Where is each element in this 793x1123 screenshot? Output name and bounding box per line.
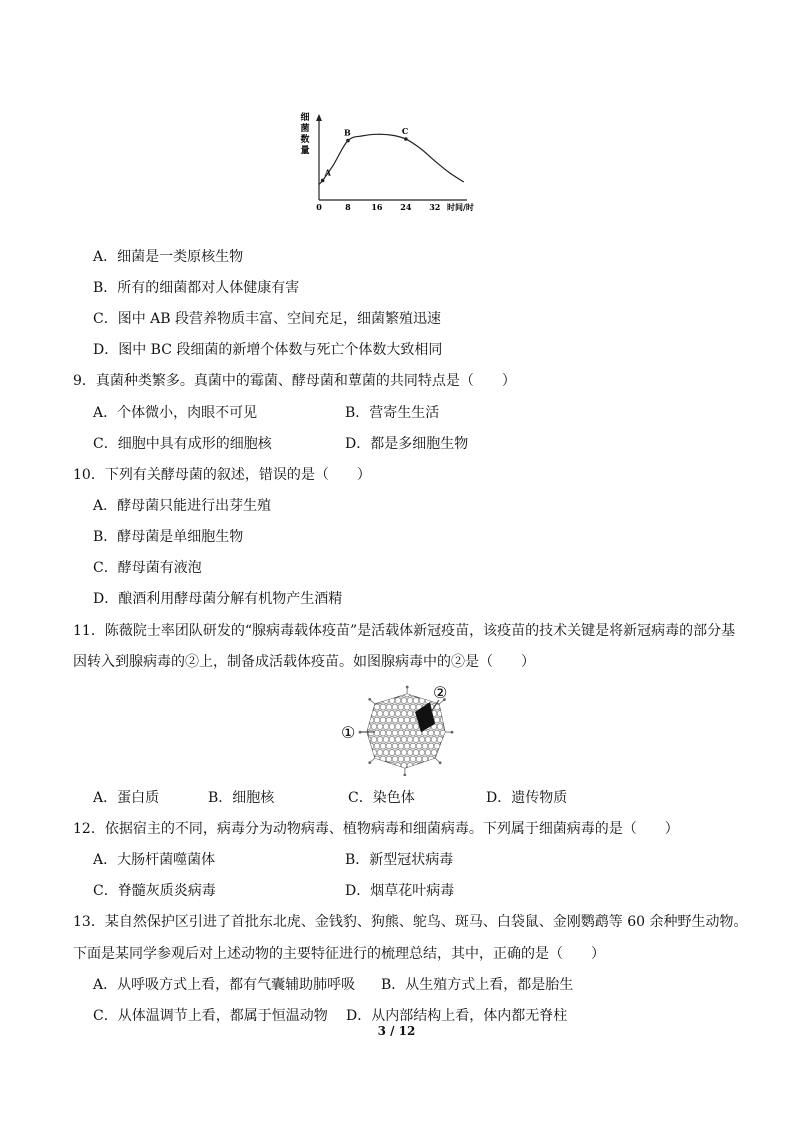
q11-stem-line1: 11．陈薇院士率团队研发的“腺病毒载体疫苗”是活载体新冠疫苗，该疫苗的技术关键是将新冠病毒的部分基 [73,623,736,639]
capsomere [443,737,449,743]
capsomere [413,737,419,743]
capsomere [380,691,386,697]
q12-option-a: A．大肠杆菌噬菌体 [93,852,216,868]
fiber-knob [368,761,371,764]
capsomere [407,724,413,730]
capsomere [362,717,368,723]
x-tick-label: 24 [400,202,412,212]
x-tick-label: 16 [371,202,383,212]
capsomere [386,730,392,736]
capsomere [437,737,443,743]
capsomere [386,743,392,749]
capsomere [389,750,395,756]
q8-option-b: B．所有的细菌都对人体健康有害 [93,280,300,296]
capsomere [362,704,368,710]
fiber-knob [368,698,371,701]
capsomere [377,750,383,756]
capsomere [431,763,437,769]
y-label-char: 细 [300,113,310,123]
capsomere [395,724,401,730]
capsomere [377,711,383,717]
curve-point-label: C [401,126,409,137]
q8-option-c: C．图中 AB 段营养物质丰富、空间充足，细菌繁殖迅速 [93,311,442,327]
capsomere [392,704,398,710]
capsomere [434,756,440,762]
q13-option-a: A．从呼吸方式上看，都有气囊辅助肺呼吸 [93,977,356,993]
capsomere [392,730,398,736]
capsomere [365,737,371,743]
curve-point-C [404,137,408,141]
capsomere [362,756,368,762]
capsomere [389,724,395,730]
q11-stem-line2: 因转入到腺病毒的②上，制备成活载体疫苗。如图腺病毒中的②是（ ） [73,654,535,670]
capsomere [398,704,404,710]
capsomere [395,750,401,756]
y-axis-label [300,111,309,156]
capsomere [410,756,416,762]
capsomere [401,724,407,730]
capsomere [401,737,407,743]
fiber-knob [439,761,442,764]
capsomere [383,737,389,743]
capsomere [419,750,425,756]
capsomere [416,691,422,697]
capsomere [404,717,410,723]
y-axis-arrow [316,114,322,121]
fiber-knob [403,774,406,776]
y-label-char: 量 [300,146,310,156]
capsomere [392,743,398,749]
capsomere [398,756,404,762]
capsomere [365,711,371,717]
q10-option-b: B．酵母菌是单细胞生物 [93,529,244,545]
capsomere [374,730,380,736]
capsomere [386,717,392,723]
q11-option-a: A．蛋白质 [93,790,160,806]
capsomere [377,737,383,743]
capsomere [383,763,389,769]
capsomere [404,730,410,736]
capsomere [383,750,389,756]
capsomere [389,711,395,717]
curve-point-label: B [343,127,351,138]
curve-point-A [321,179,325,183]
q13-stem-line2: 下面是某同学参观后对上述动物的主要特征进行的梳理总结，其中，正确的是（ ） [73,946,605,962]
x-tick-labels [316,202,440,212]
q10-option-d: D．酿酒利用酵母菌分解有机物产生酒精 [93,591,343,607]
y-label-char: 数 [300,135,310,145]
curve-point-B [346,139,350,143]
capsomere [425,737,431,743]
capsomere [404,704,410,710]
y-label-char: 菌 [300,124,310,134]
capsomere [374,743,380,749]
capsomere [413,698,419,704]
label-1: ① [341,723,356,742]
capsomere [371,737,377,743]
capsomere [416,743,422,749]
capsomere [440,756,446,762]
q10-stem: 10．下列有关酵母菌的叙述，错误的是（ ） [73,467,371,483]
capsomere [395,711,401,717]
bacteria-growth-chart [295,104,495,226]
q10-option-c: C．酵母菌有液泡 [93,560,202,576]
q9-option-a: A．个体微小，肉眼不可见 [93,405,258,421]
capsomere [368,704,374,710]
q12-option-c: C．脊髓灰质炎病毒 [93,883,216,899]
capsomere [407,750,413,756]
q10-option-a: A．酵母菌只能进行出芽生殖 [93,498,272,514]
capsomere [431,737,437,743]
capsomere [425,763,431,769]
capsomere [419,737,425,743]
capsomere [404,756,410,762]
capsomere [386,756,392,762]
q8-option-a: A．细菌是一类原核生物 [93,249,244,265]
capsomere [395,698,401,704]
capsomere [401,711,407,717]
capsomere [380,717,386,723]
capsomere [377,724,383,730]
capsomere [401,763,407,769]
capsomere [365,724,371,730]
chart-axes [316,114,467,200]
capsomere [434,717,440,723]
capsomere [374,717,380,723]
capsomere [377,763,383,769]
capsomere [371,763,377,769]
capsomere [368,691,374,697]
capsomere [401,750,407,756]
capsomere [380,704,386,710]
capsomere [362,691,368,697]
x-axis-label: 时间/时 [447,202,474,212]
capsomere [395,737,401,743]
curve-points [321,126,408,182]
capsomere [362,743,368,749]
capsomere [422,743,428,749]
capsomere [386,691,392,697]
capsomere [371,750,377,756]
capsomere [392,756,398,762]
capsomere [422,691,428,697]
capsomere [398,730,404,736]
capsomere [371,698,377,704]
q12-option-d: D．烟草花叶病毒 [345,883,455,899]
q9-stem: 9．真菌种类繁多。真菌中的霉菌、酵母菌和蕈菌的共同特点是（ ） [73,373,516,389]
fiber-knob [451,731,454,734]
capsomere [434,730,440,736]
capsomere [365,750,371,756]
q12-option-b: B．新型冠状病毒 [345,852,454,868]
capsomere [407,711,413,717]
capsomere [428,730,434,736]
capsomere [422,730,428,736]
q11-option-c: C．染色体 [348,790,415,806]
capsomere [425,750,431,756]
capsomere [377,698,383,704]
q9-option-c: C．细胞中具有成形的细胞核 [93,436,272,452]
capsomere [371,724,377,730]
page-number: 3 / 12 [377,1024,416,1038]
q13-option-d: D．从内部结构上看，体内都无脊柱 [346,1008,568,1024]
capsomere [413,750,419,756]
capsomere [398,743,404,749]
q11-option-b: B．细胞核 [208,790,275,806]
q11-option-d: D．遗传物质 [486,790,568,806]
capsomere [374,704,380,710]
capsomere [374,691,380,697]
x-tick-label: 8 [345,202,351,212]
q13-stem-line1: 13．某自然保护区引进了首批东北虎、金钱豹、狗熊、鸵鸟、斑马、白袋鼠、金刚鹦鹉等 60 余种野生动物。 [73,914,748,930]
capsomere [443,750,449,756]
curve-point-label: A [324,167,331,178]
q13-option-c: C．从体温调节上看，都属于恒温动物 [93,1008,328,1024]
capsomere [443,763,449,769]
capsomere [440,743,446,749]
capsomere [398,717,404,723]
q13-option-b: B．从生殖方式上看，都是胎生 [381,977,574,993]
fiber-knob [359,731,362,734]
capsomere [392,717,398,723]
x-tick-label: 0 [316,202,322,212]
capsomere [437,711,443,717]
capsomere [410,717,416,723]
capsomere [389,737,395,743]
fiber-knob [406,686,409,689]
capsomere [407,737,413,743]
growth-curve [319,134,464,184]
capsomere [434,704,440,710]
capsomere [386,704,392,710]
capsomere [416,756,422,762]
capsomere [431,750,437,756]
x-tick-label: 32 [429,202,441,212]
label-2: ② [433,684,448,702]
capsomere [440,704,446,710]
capsomere [410,730,416,736]
q8-option-d: D．图中 BC 段细菌的新增个体数与死亡个体数大致相同 [93,342,443,358]
capsomere [383,711,389,717]
capsomere [380,730,386,736]
capsomere [368,730,374,736]
capsomere [404,743,410,749]
capsomere [428,743,434,749]
capsomere [380,743,386,749]
capsomere [392,691,398,697]
q9-option-b: B．营寄生生活 [345,405,440,421]
capsomere [413,724,419,730]
q9-option-d: D．都是多细胞生物 [345,436,469,452]
capsomere [410,704,416,710]
capsomere [437,724,443,730]
capsomere [410,743,416,749]
q12-stem: 12．依据宿主的不同，病毒分为动物病毒、植物病毒和细菌病毒。下列属于细菌病毒的是（ ） [73,821,679,837]
capsomere [401,698,407,704]
capsomere [407,698,413,704]
adenovirus-diagram [335,684,465,776]
capsomere [443,711,449,717]
capsomere [383,724,389,730]
